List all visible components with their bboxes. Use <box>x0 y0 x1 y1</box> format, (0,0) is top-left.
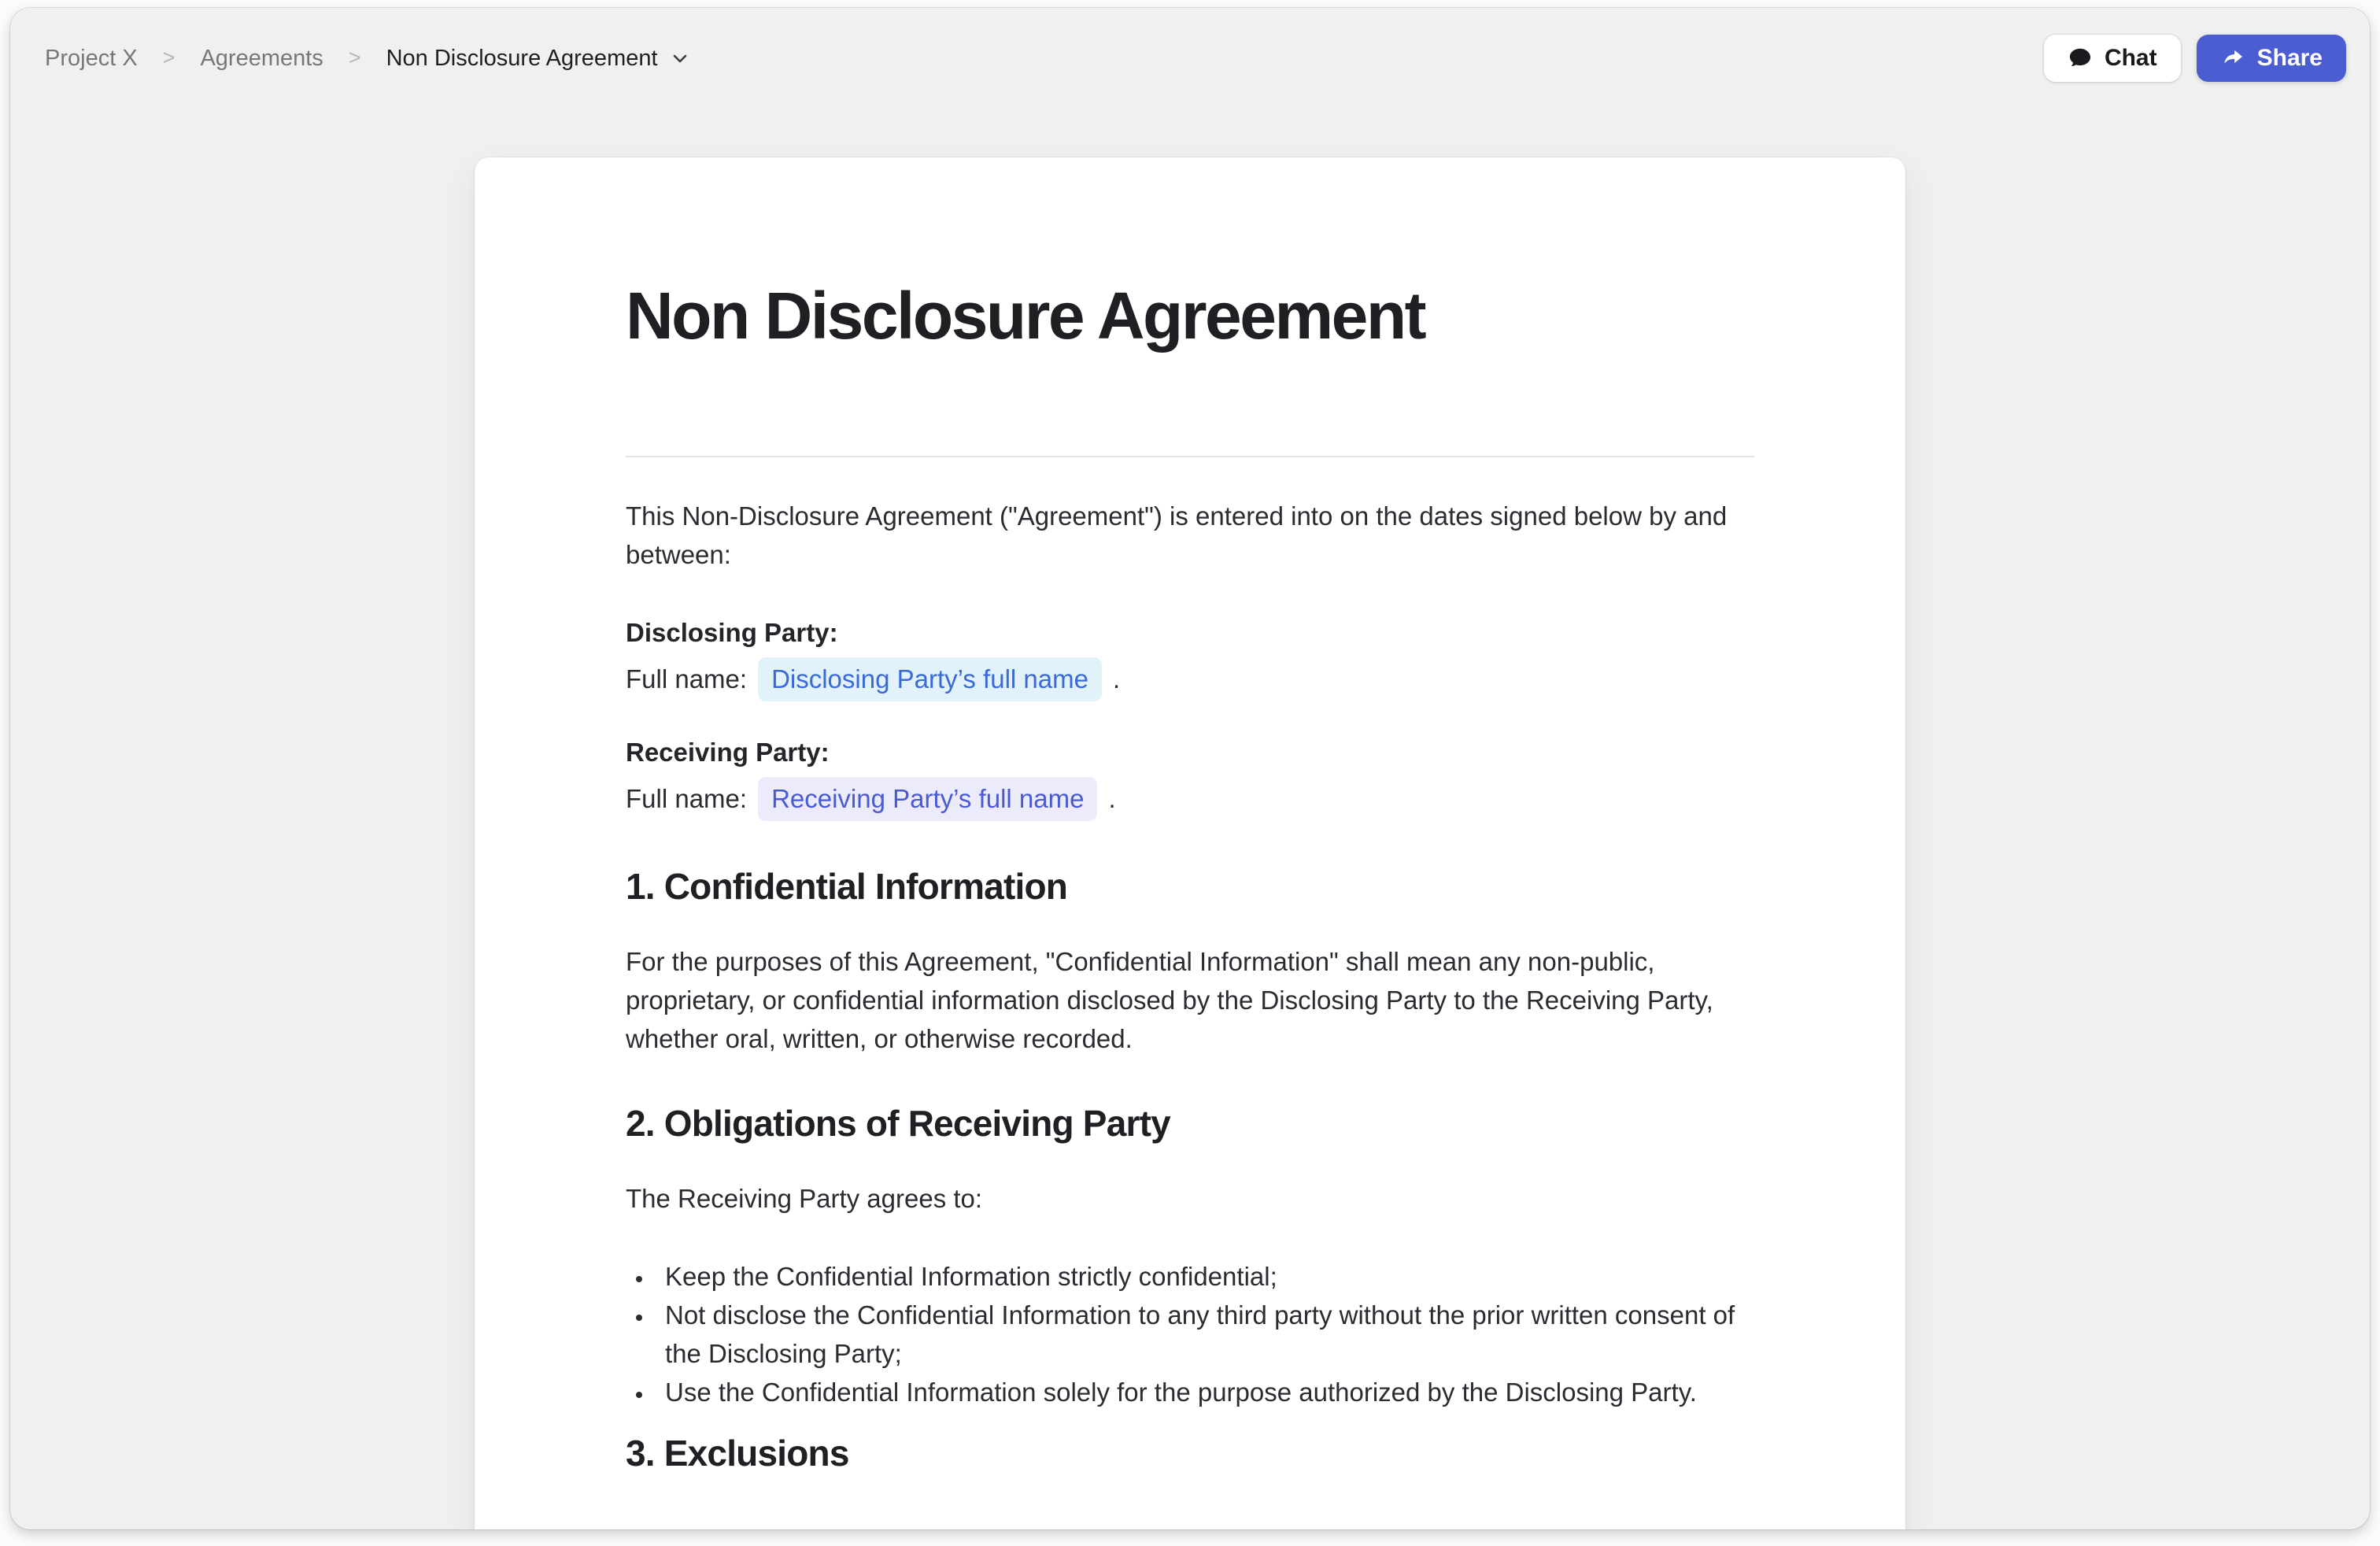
section-heading-confidential-information: 1. Confidential Information <box>626 866 1068 908</box>
list-item: • Keep the Confidential Information strictly confidential; <box>654 1257 1754 1296</box>
breadcrumb-current-label: Non Disclosure Agreement <box>386 45 658 71</box>
app-window <box>10 8 2370 1529</box>
chevron-down-icon[interactable] <box>671 49 689 68</box>
full-name-label: Full name: <box>626 664 748 694</box>
obligations-list <box>626 1257 1754 1411</box>
title-divider <box>626 456 1754 457</box>
document-title: Non Disclosure Agreement <box>626 279 1425 353</box>
top-bar <box>10 8 2370 109</box>
document-card <box>475 157 1905 1529</box>
share-button-label: Share <box>2256 45 2323 71</box>
disclosing-full-name-line <box>626 657 1754 701</box>
intro-paragraph: This Non-Disclosure Agreement ("Agreement") is entered into on the dates signed below by and between: <box>626 501 1728 570</box>
receiving-party-block <box>626 733 1754 821</box>
receiving-party-token[interactable]: Receiving Party’s full name <box>758 777 1097 821</box>
receiving-party-label: Receiving Party: <box>626 738 830 767</box>
chevron-right-icon: > <box>348 45 361 69</box>
disclosing-party-token[interactable]: Disclosing Party’s full name <box>758 657 1102 701</box>
sentence-period: . <box>1108 784 1116 814</box>
full-name-label: Full name: <box>626 784 748 814</box>
breadcrumb-current-document[interactable] <box>386 46 689 72</box>
section-1-paragraph: For the purposes of this Agreement, "Confidential Information" shall mean any non-public, proprietary, or confidential information disclosed by the Disclosing Party to the Receiving Party, whether oral, written, or otherwise recorded. <box>626 947 1713 1054</box>
share-button[interactable] <box>2197 35 2346 82</box>
list-item: • Use the Confidential Information solely for the purpose authorized by the Disclosing Party. <box>654 1373 1754 1411</box>
disclosing-party-label: Disclosing Party: <box>626 618 838 648</box>
chevron-right-icon: > <box>162 45 176 69</box>
chat-button-label: Chat <box>2104 45 2157 71</box>
section-heading-obligations: 2. Obligations of Receiving Party <box>626 1103 1170 1145</box>
breadcrumb-item-project[interactable]: Project X <box>45 45 138 71</box>
section-heading-exclusions: 3. Exclusions <box>626 1433 849 1474</box>
section-2-lead: The Receiving Party agrees to: <box>626 1184 983 1214</box>
breadcrumb-item-agreements[interactable]: Agreements <box>200 45 323 71</box>
disclosing-party-block <box>626 613 1754 701</box>
breadcrumb <box>45 46 689 72</box>
chat-button[interactable] <box>2044 35 2181 82</box>
share-icon <box>2220 46 2245 71</box>
chat-icon <box>2068 46 2093 71</box>
sentence-period: . <box>1112 664 1121 694</box>
receiving-full-name-line <box>626 777 1754 821</box>
list-item: • Not disclose the Confidential Information to any third party without the prior written consent of the Disclosing Party; <box>654 1296 1754 1373</box>
topbar-actions <box>2044 35 2346 82</box>
